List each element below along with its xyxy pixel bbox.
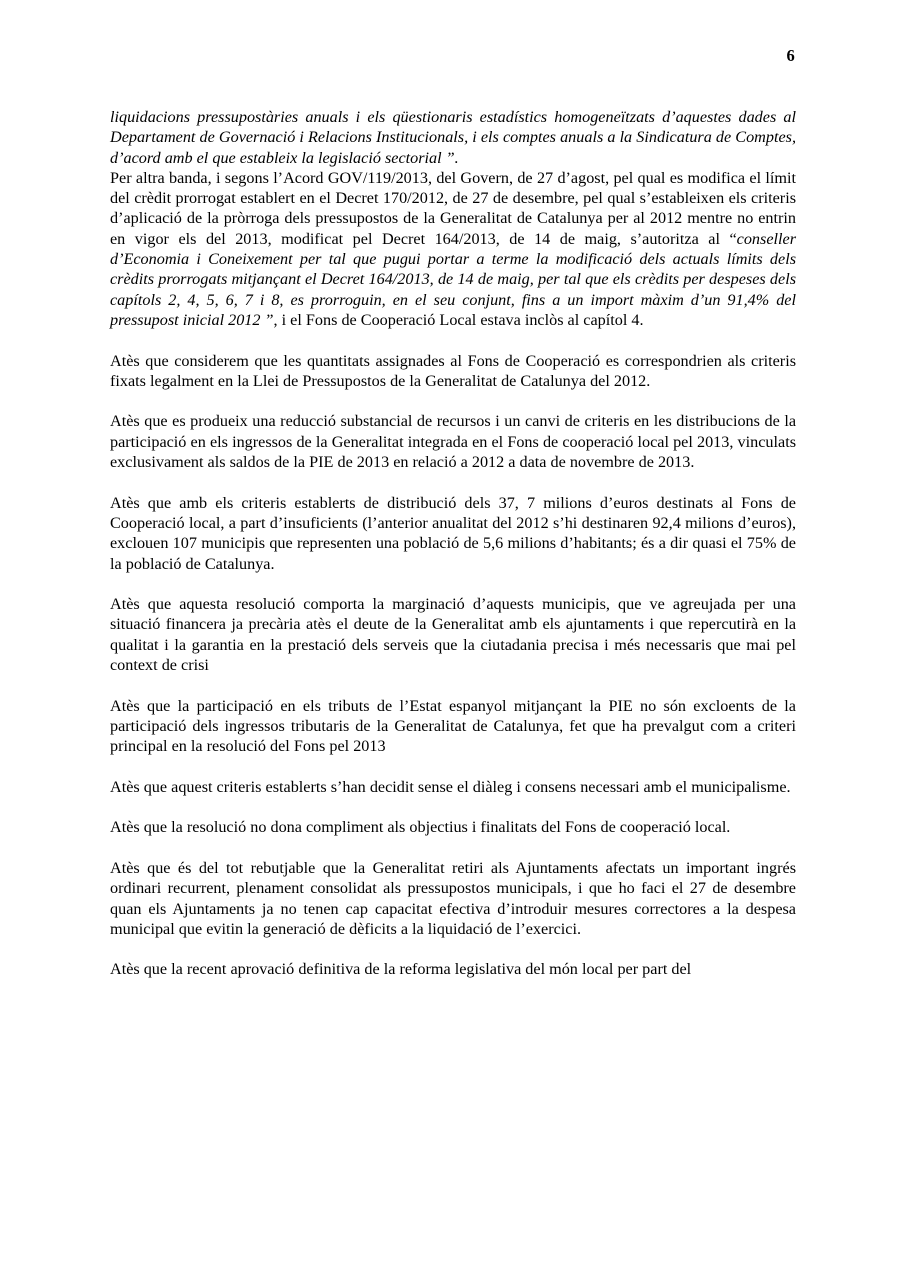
paragraph-ates-quantitats: Atès que considerem que les quantitats assignades al Fons de Cooperació es correspondrien als criteris fixats legalment en la Llei de Pressupostos de la Generalitat de Catalunya del 2012. xyxy=(110,351,796,390)
paragraph-ates-marginacio: Atès que aquesta resolució comporta la marginació d’aquests municipis, que ve agreujada per una situació financera ja precària atès el deute de la Generalitat amb els ajuntaments i que repercutirà en la qualitat i la garantia en la prestació dels serveis que la ciutadania precisa i més necessaris que mai pel context de crisi xyxy=(110,595,796,675)
paragraph-ates-reduccio: Atès que es produeix una reducció substancial de recursos i un canvi de criteris en les distribucions de la participació en els ingressos de la Generalitat integrada en el Fons de cooperació local pel 2013, vinculats exclusivament als saldos de la PIE de 2013 en relació a 2012 a data de novembre de 2013. xyxy=(110,412,796,472)
spacer xyxy=(110,838,796,858)
spacer xyxy=(110,675,796,695)
paragraph-acord-gov xyxy=(110,168,796,330)
paragraph-ates-dialeg: Atès que aquest criteris establerts s’han decidit sense el diàleg i consens necessari amb el municipalisme. xyxy=(110,777,791,796)
paragraph-ates-reforma: Atès que la recent aprovació definitiva de la reforma legislativa del món local per part del xyxy=(110,960,692,979)
spacer xyxy=(110,797,796,817)
paragraph-quote-continuation: liquidacions pressupostàries anuals i els qüestionaris estadístics homogeneïtzats d’aquestes dades al Departament de Governació i Relacions Institucionals, i els comptes anuals a la Sindicatura de Comptes, d’acord amb el que estableix la legislació sectorial ”. xyxy=(110,108,796,167)
paragraph-ates-criteris-distribucio: Atès que amb els criteris establerts de distribució dels 37, 7 milions d’euros destinats al Fons de Cooperació local, a part d’insuficients (l’anterior anualitat del 2012 s’hi destinaren 92,4 milions d’euros), exclouen 107 municipis que representen una població de 5,6 milions d’habitants; és a dir quasi el 75% de la població de Catalunya. xyxy=(110,493,796,573)
spacer xyxy=(110,574,796,594)
page-number: 6 xyxy=(786,46,795,65)
spacer xyxy=(110,757,796,777)
paragraph-ates-objectius: Atès que la resolució no dona compliment als objectius i finalitats del Fons de cooperació local. xyxy=(110,818,731,837)
spacer xyxy=(110,939,796,959)
spacer xyxy=(110,330,796,350)
paragraph-ates-pie: Atès que la participació en els tributs de l’Estat espanyol mitjançant la PIE no són excloents de la participació dels ingressos tributaris de la Generalitat de Catalunya, fet que ha prevalgut com a criteri principal en la resolució del Fons pel 2013 xyxy=(110,696,796,756)
page-header xyxy=(110,46,795,72)
acord-lead-text: Per altra banda, i segons l’Acord GOV/119/2013, del Govern, de 27 d’agost, pel qual es modifica el límit del crèdit prorrogat establert en el Decret 170/2012, de 27 de desembre, pel qual s’estableixen els criteris d’aplicació de la pròrroga dels pressupostos de la Generalitat de Catalunya per al 2012 mentre no entrin en vigor els del 2013, modificat pel Decret 164/2013, de 14 de maig, s’autoritza al “ xyxy=(110,168,796,248)
spacer xyxy=(110,472,796,492)
document-body xyxy=(110,107,796,980)
acord-tail-text: , i el Fons de Cooperació Local estava inclòs al capítol 4. xyxy=(273,310,644,329)
acord-quoted-text: conseller d’Economia i Coneixement per tal que pugui portar a terme la modificació dels actuals límits dels crèdits prorrogats mitjançant el Decret 164/2013, de 14 de maig, per tal que els crèdits per despeses dels capítols 2, 4, 5, 6, 7 i 8, es prorroguin, en el seu conjunt, fins a un import màxim d’un 91,4% del pressupost inicial 2012 ” xyxy=(110,229,796,329)
spacer xyxy=(110,391,796,411)
paragraph-ates-rebutjable: Atès que és del tot rebutjable que la Generalitat retiri als Ajuntaments afectats un important ingrés ordinari recurrent, plenament consolidat als pressupostos municipals, i que ho faci el 27 de desembre quan els Ajuntaments ja no tenen cap capacitat efectiva d’introduir mesures correctores a la despesa municipal que evitin la generació de dèficits a la liquidació de l’exercici. xyxy=(110,858,796,938)
